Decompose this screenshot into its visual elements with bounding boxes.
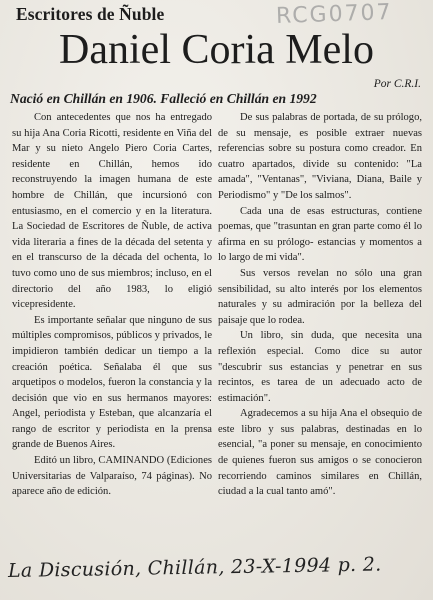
article-column-right — [218, 110, 422, 556]
article-paragraph: Editó un libro, CAMINANDO (Ediciones Universitarias de Valparaíso, 74 páginas). No aparece año de edición. — [12, 455, 212, 498]
article-paragraph: Con antecedentes que nos ha entregado su hija Ana Coria Ricotti, residente en Viña del Mar y su nieto Angelo Piero Coria Cartes, residente en Chillán, hemos ido reconstruyendo la imagen humana de este hombre de Chillán, que incursionó con entusiasmo, en el comercio y en la literatura. La Sociedad de Escritores de Ñuble, de activa vida literaria a fines de la década del setenta y en el transcurso de la década del ochenta, lo tuvo como uno de sus miembros; incluso, en el directorio del año 1983, lo eligió vicepresidente. — [12, 112, 212, 311]
article-paragraph: Un libro, sin duda, que necesita una reflexión especial. Como dice su autor "descubrir sus estancias y penetrar en sus recintos, es tarea de un adecuado acto de estimación". — [218, 330, 422, 404]
article-paragraph: De sus palabras de portada, de su prólogo, de su mensaje, es posible extraer nuevas referencias sobre su postura como creador. En cuatro apartados, divide su contenido: "La amada", "Ventanas", "Viviana, Diana, Baile y Periodismo" y "De los salmos". — [218, 112, 422, 201]
article-paragraph: Es importante señalar que ninguno de sus múltiples compromisos, públicos y privados, le impidieron también dedicar un tiempo a la creación poética. Señalaba él que sus arquetipos o modelos, fueron la constancia y la decisión que vio en sus hermanos mayores: Angel, periodista y Esteban, que alcanzaría el rango de escritor y periodista en la prensa grande de Buenos Aires. — [12, 314, 212, 451]
article-byline: Por C.R.I. — [373, 78, 421, 90]
article-subtitle: Nació en Chillán en 1906. Falleció en Chillán en 1992 — [10, 91, 317, 106]
section-label: Escritores de Ñuble — [16, 4, 165, 24]
article-paragraph: Sus versos revelan no sólo una gran sensibilidad, su alto interés por los elementos naturales y su admiración por la belleza del paisaje que lo rodea. — [218, 267, 422, 326]
article-column-left — [12, 110, 212, 556]
article-paragraph: Agradecemos a su hija Ana el obsequio de este libro y sus palabras, destinadas en lo esencial, "a poner su mensaje, en conocimiento de quienes fueron sus amigos o se conocieron recorriendo caminos similares en Chillán, ciudad a la cual tanto amó". — [218, 408, 422, 498]
article-paragraph: Cada una de esas estructuras, contiene poemas, que "trasuntan en gran parte como él lo afirma en su prólogo- estancias y momentos a lo largo de mi vida". — [218, 205, 422, 264]
handwritten-source-note: La Discusión, Chillán, 23-X-1994 p. 2. — [7, 553, 382, 582]
archive-stamp: RCG0707 — [275, 0, 393, 30]
article-headline: Daniel Coria Melo — [59, 27, 374, 73]
